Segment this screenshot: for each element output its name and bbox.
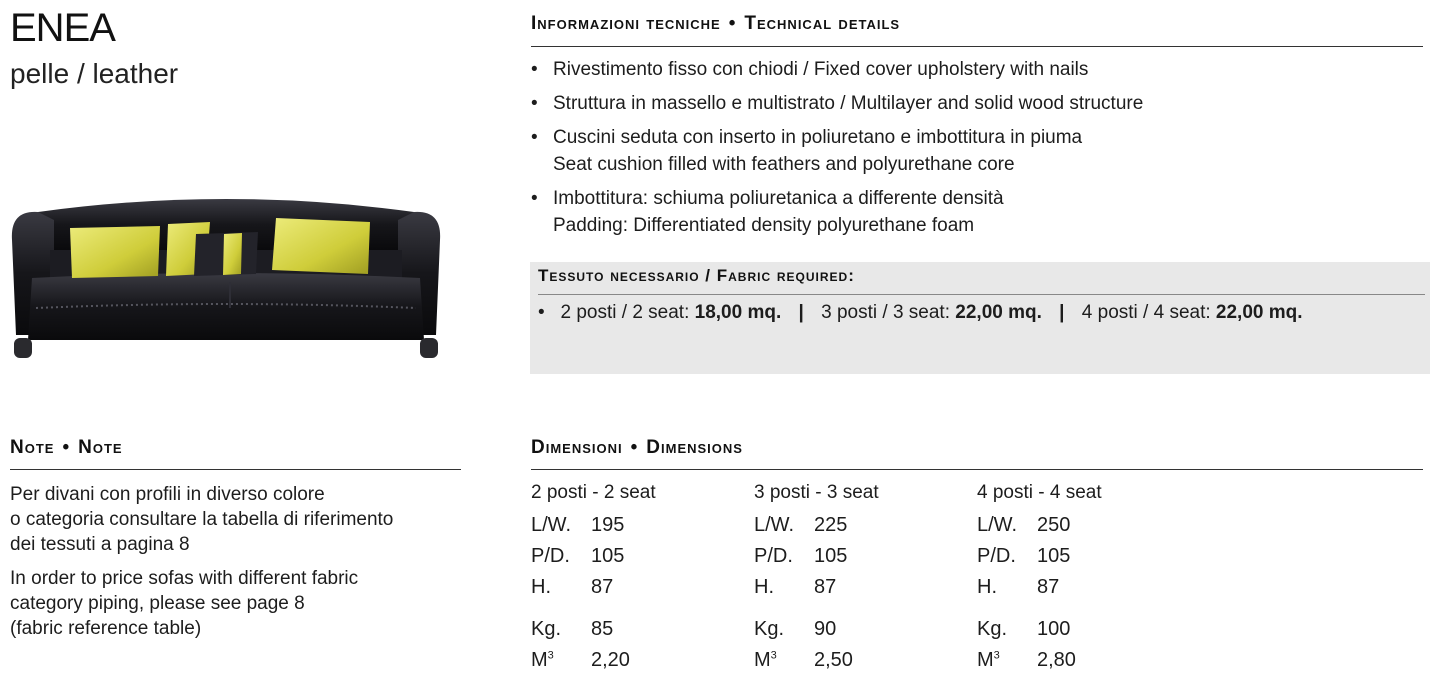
fabric-quantities: • 2 posti / 2 seat: 18,00 mq. | 3 posti / 3 seat: 22,00 mq. | 4 posti / 4 seat: 22,00 mq. — [538, 302, 1303, 323]
list-item: • Struttura in massello e multistrato / Multilayer and solid wood structure — [531, 90, 1411, 117]
sofa-image — [10, 190, 442, 362]
product-title: ENEA — [10, 6, 115, 50]
list-item: • Imbottitura: schiuma poliuretanica a differente densità Padding: Differentiated density polyurethane foam — [531, 185, 1411, 239]
fabric-heading: Tessuto necessario / Fabric required: — [538, 266, 855, 285]
list-item: • Cuscini seduta con inserto in poliuretano e imbottitura in piuma Seat cushion filled with feathers and polyurethane core — [531, 124, 1411, 178]
technical-heading: Informazioni tecniche • Technical details — [531, 13, 901, 34]
note-rule — [10, 469, 461, 470]
dimensions-heading: Dimensioni • Dimensions — [531, 437, 743, 458]
note-heading: Note • Note — [10, 437, 123, 458]
fabric-value: 22,00 mq. — [955, 302, 1042, 323]
technical-rule — [531, 46, 1423, 47]
dimensions-column-header: 4 posti - 4 seat — [977, 482, 1102, 503]
dimensions-column-4-seat: 4 posti - 4 seat L/W. 250 P/D. 105 H. 87 Kg. 100 $M^3$ 2,80 — [977, 482, 1197, 680]
dimensions-rule — [531, 469, 1423, 470]
fabric-value: 18,00 mq. — [694, 302, 782, 323]
product-material: pelle / leather — [10, 58, 179, 89]
technical-list — [531, 56, 1411, 246]
note-paragraph-it: Per divani con profili in diverso colore o categoria consultare la tabella di riferimento dei tessuti a pagina 8 — [10, 484, 394, 555]
dimensions-column-header: 2 posti - 2 seat — [531, 482, 656, 503]
dimensions-column-header: 3 posti - 3 seat — [754, 482, 879, 503]
note-text — [10, 482, 460, 650]
fabric-rule — [538, 294, 1425, 295]
dimensions-column-3-seat: 3 posti - 3 seat L/W. 225 P/D. 105 H. 87 Kg. 90 $M^3$ 2,50 — [754, 482, 974, 680]
dimensions-column-2-seat: 2 posti - 2 seat L/W. 195 P/D. 105 H. 87 Kg. 85 $M^3$ 2,20 — [531, 482, 751, 680]
list-item: • Rivestimento fisso con chiodi / Fixed cover upholstery with nails — [531, 56, 1411, 83]
fabric-required-panel — [530, 262, 1430, 374]
fabric-value: 22,00 mq. — [1215, 302, 1303, 323]
note-paragraph-en: In order to price sofas with different fabric category piping, please see page 8 (fabric reference table) — [10, 568, 359, 639]
